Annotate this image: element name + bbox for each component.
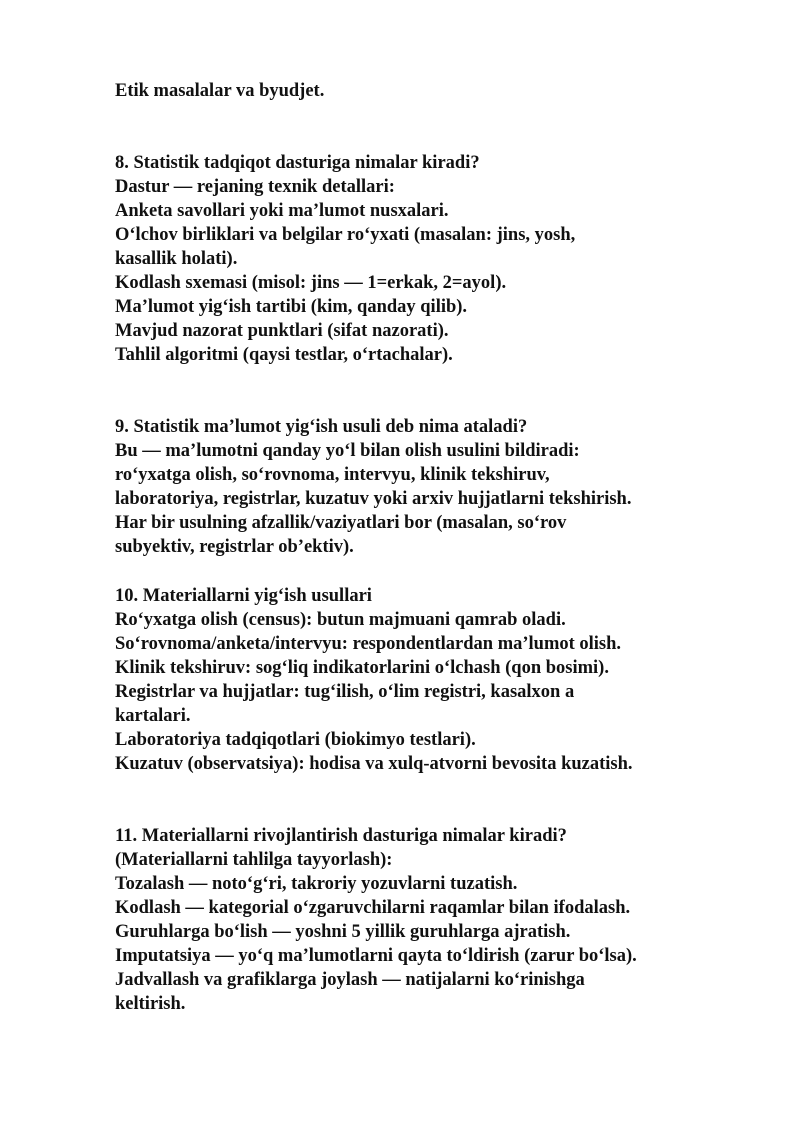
intro-line: Etik masalalar va byudjet. <box>115 81 325 101</box>
spacer <box>115 776 755 824</box>
section-line: Ma’lumot yig‘ish tartibi (kim, qanday qilib). <box>115 297 468 317</box>
section-line: Dastur — rejaning texnik detallari: <box>115 177 395 197</box>
spacer <box>115 103 755 151</box>
section-line: keltirish. <box>115 994 186 1014</box>
section-line: Mavjud nazorat punktlari (sifat nazorati). <box>115 321 449 341</box>
section-9 <box>115 415 755 559</box>
section-heading: 8. Statistik tadqiqot dasturiga nimalar kiradi? <box>115 153 480 173</box>
document-page <box>115 79 755 1016</box>
section-line: Registrlar va hujjatlar: tug‘ilish, o‘lim registri, kasalxon a <box>115 682 575 702</box>
section-line: Ro‘yxatga olish (census): butun majmuani qamrab oladi. <box>115 610 566 630</box>
section-heading: 10. Materiallarni yig‘ish usullari <box>115 586 372 606</box>
section-10 <box>115 584 755 776</box>
section-11 <box>115 824 755 1016</box>
spacer <box>115 367 755 415</box>
section-line: subyektiv, registrlar ob’ektiv). <box>115 537 354 557</box>
section-line: Klinik tekshiruv: sog‘liq indikatorlarini o‘lchash (qon bosimi). <box>115 658 609 678</box>
section-line: Kodlash sxemasi (misol: jins — 1=erkak, 2=ayol). <box>115 273 507 293</box>
section-heading: 11. Materiallarni rivojlantirish dasturiga nimalar kiradi? <box>115 826 567 846</box>
section-line: Guruhlarga bo‘lish — yoshni 5 yillik guruhlarga ajratish. <box>115 922 571 942</box>
section-line: Anketa savollari yoki ma’lumot nusxalari. <box>115 201 449 221</box>
section-line: Tahlil algoritmi (qaysi testlar, o‘rtachalar). <box>115 345 453 365</box>
section-8 <box>115 151 755 367</box>
section-line: ro‘yxatga olish, so‘rovnoma, intervyu, klinik tekshiruv, <box>115 465 550 485</box>
section-line: So‘rovnoma/anketa/intervyu: respondentlardan ma’lumot olish. <box>115 634 622 654</box>
section-line: Jadvallash va grafiklarga joylash — natijalarni ko‘rinishga <box>115 970 585 990</box>
section-line: (Materiallarni tahlilga tayyorlash): <box>115 850 393 870</box>
section-line: Kuzatuv (observatsiya): hodisa va xulq-atvorni bevosita kuzatish. <box>115 754 633 774</box>
section-line: kasallik holati). <box>115 249 238 269</box>
spacer <box>115 559 755 584</box>
section-line: O‘lchov birliklari va belgilar ro‘yxati (masalan: jins, yosh, <box>115 225 576 245</box>
section-line: Tozalash — noto‘g‘ri, takroriy yozuvlarni tuzatish. <box>115 874 518 894</box>
section-heading: 9. Statistik ma’lumot yig‘ish usuli deb nima ataladi? <box>115 417 528 437</box>
section-line: kartalari. <box>115 706 191 726</box>
section-line: laboratoriya, registrlar, kuzatuv yoki arxiv hujjatlarni tekshirish. <box>115 489 632 509</box>
section-line: Bu — ma’lumotni qanday yo‘l bilan olish usulini bildiradi: <box>115 441 580 461</box>
section-line: Kodlash — kategorial o‘zgaruvchilarni raqamlar bilan ifodalash. <box>115 898 631 918</box>
section-line: Har bir usulning afzallik/vaziyatlari bor (masalan, so‘rov <box>115 513 567 533</box>
section-line: Imputatsiya — yo‘q ma’lumotlarni qayta to‘ldirish (zarur bo‘lsa). <box>115 946 637 966</box>
section-line: Laboratoriya tadqiqotlari (biokimyo testlari). <box>115 730 476 750</box>
